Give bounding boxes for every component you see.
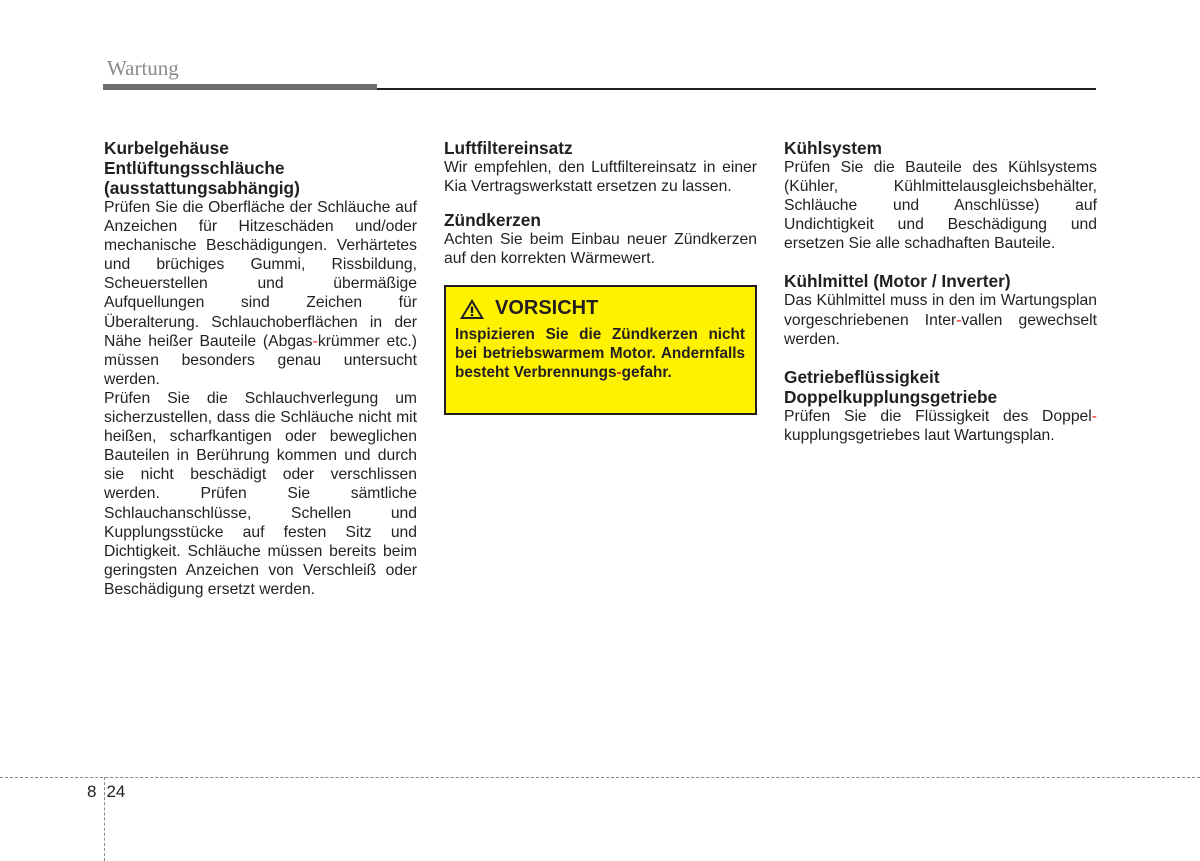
heading-line: Doppelkupplungsgetriebe bbox=[784, 386, 998, 407]
column-middle bbox=[444, 138, 757, 415]
heading-line: Getriebeflüssigkeit bbox=[784, 366, 940, 387]
paragraph-spark-plugs: Achten Sie beim Einbau neuer Zündkerzen auf den korrekten Wärmewert. bbox=[444, 231, 757, 268]
warning-triangle-icon bbox=[459, 298, 485, 320]
paragraph-crankcase-1 bbox=[104, 198, 417, 389]
section-heading-cooling-system: Kühlsystem bbox=[784, 138, 882, 158]
footer-dashed-rule bbox=[0, 777, 1200, 778]
header-rule-thin bbox=[377, 88, 1096, 90]
paragraph-text: vallen gewechselt werden. bbox=[784, 311, 1097, 348]
hyphen-mark: - bbox=[956, 311, 962, 329]
header-rule-thick bbox=[103, 84, 377, 90]
paragraph-text: Prüfen Sie die Oberfläche der Schläuche auf Anzeichen für Hitzeschäden und/oder mechanische Beschädigungen. Verhärtetes und brüchiges Gummi, Rissbildung, Scheuerstellen und übermäßige Aufquellungen sind Zeichen für Überalterung. Schlauchoberflächen in der Nähe heißer Bauteile (Abgas bbox=[104, 199, 417, 350]
section-heading-coolant: Kühlmittel (Motor / Inverter) bbox=[784, 271, 1011, 292]
column-left bbox=[104, 138, 417, 599]
heading-line: (ausstattungsabhängig) bbox=[104, 178, 300, 198]
paragraph-transmission-fluid bbox=[784, 407, 1097, 445]
hyphen-mark: - bbox=[1091, 407, 1097, 425]
section-heading-air-filter: Luftfiltereinsatz bbox=[444, 138, 573, 158]
paragraph-coolant bbox=[784, 291, 1097, 348]
section-heading-transmission-fluid bbox=[784, 367, 1097, 407]
hyphen-mark: - bbox=[312, 332, 318, 350]
page-header-title: Wartung bbox=[107, 56, 179, 80]
paragraph-text: Das Kühlmittel muss in den im Wartungsplan vorgeschriebenen Inter bbox=[784, 292, 1097, 329]
paragraph-text: kupplungsgetriebes laut Wartungsplan. bbox=[784, 426, 1055, 444]
paragraph-crankcase-2: Prüfen Sie die Schlauchverlegung um sicherzustellen, dass die Schläuche nicht mit heißen, scharfkantigen oder beweglichen Bauteilen in Berührung kommen und durch sie nicht beschädigt oder verschlissen werden. Prüfen Sie sämtliche Schlauchanschlüsse, Schellen und Kupplungsstücke auf festen Sitz und Dichtigkeit. Schläuche müssen bereits beim geringsten Anzeichen von Verschleiß oder Beschädigung ersetzt werden. bbox=[104, 389, 417, 598]
caution-text bbox=[455, 325, 745, 382]
page-number bbox=[87, 782, 125, 802]
caution-text-part: Inspizieren Sie die Zündkerzen nicht bei betriebswarmem Motor. Andernfalls besteht Verbrennungs bbox=[455, 326, 745, 382]
chapter-number: 8 bbox=[87, 782, 97, 801]
section-heading-spark-plugs: Zündkerzen bbox=[444, 210, 541, 231]
caution-header bbox=[459, 297, 745, 320]
page-number-value: 24 bbox=[106, 782, 126, 801]
caution-text-part: gefahr. bbox=[621, 364, 672, 382]
section-heading-crankcase bbox=[104, 138, 417, 198]
caution-box bbox=[444, 285, 757, 415]
column-right bbox=[784, 138, 1097, 445]
caution-title: VORSICHT bbox=[495, 297, 599, 320]
heading-line: Entlüftungsschläuche bbox=[104, 158, 285, 178]
paragraph-text: krümmer etc.) müssen besonders genau untersucht werden. bbox=[104, 332, 417, 388]
heading-line: Kurbelgehäuse bbox=[104, 138, 229, 158]
paragraph-cooling-system: Prüfen Sie die Bauteile des Kühlsystems (Kühler, Kühlmittelausgleichsbehälter, Schläuche und Anschlüsse) auf Undichtigkeit und Beschädigung und ersetzen Sie alle schadhaften Bauteile. bbox=[784, 159, 1097, 253]
paragraph-text: Prüfen Sie die Flüssigkeit des Doppel bbox=[784, 407, 1092, 425]
hyphen-mark: - bbox=[616, 364, 622, 382]
paragraph-air-filter: Wir empfehlen, den Luftfiltereinsatz in einer Kia Vertragswerkstatt ersetzen zu lassen. bbox=[444, 159, 757, 196]
